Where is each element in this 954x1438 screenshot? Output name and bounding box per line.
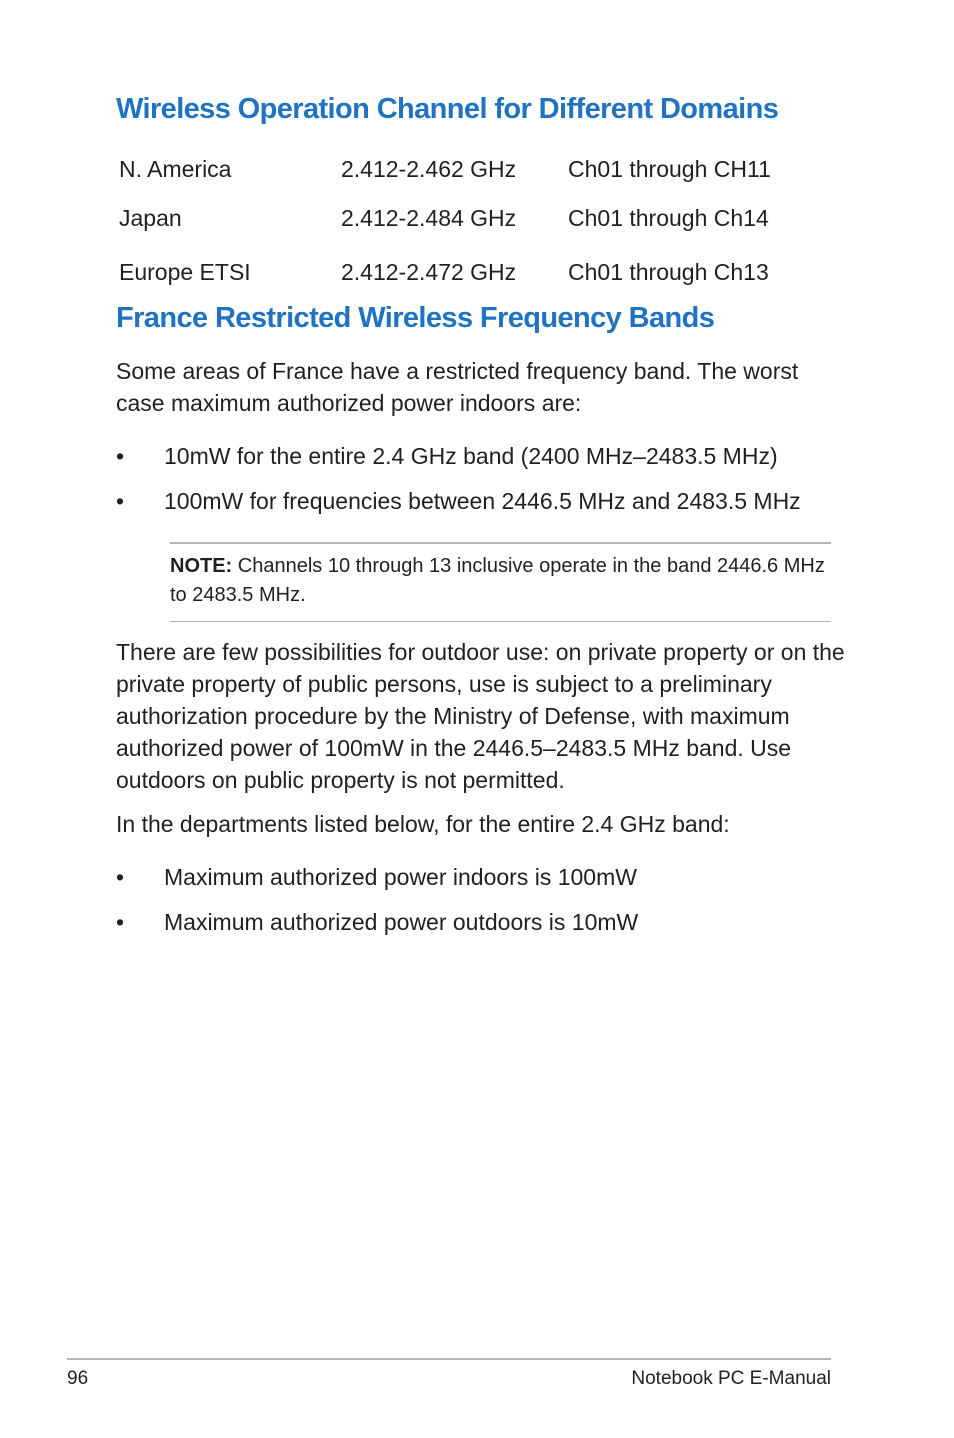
page-number: 96	[67, 1368, 89, 1389]
list-item-text: 10mW for the entire 2.4 GHz band (2400 MHz–2483.5 MHz)	[164, 443, 778, 469]
departments-paragraph: In the departments listed below, for the entire 2.4 GHz band:	[116, 811, 730, 837]
note-body: Channels 10 through 13 inclusive operate in the band 2446.6 MHz to 2483.5 MHz.	[170, 555, 825, 606]
outdoor-use-paragraph: There are few possibilities for outdoor use: on private property or on the private property of public persons, use is subject to a preliminary authorization procedure by the Ministry of Defense, with maximum authorized power of 100mW in the 2446.5–2483.5 MHz band. Use outdoors on public property is not permitted.	[116, 639, 845, 793]
footer-divider	[67, 1358, 831, 1360]
note-box	[170, 542, 831, 622]
frequency-cell: 2.412-2.462 GHz	[341, 156, 517, 182]
channels-cell: Ch01 through CH11	[568, 156, 771, 182]
section-title-wireless-channels: Wireless Operation Channel for Different Domains	[116, 93, 779, 125]
manual-title: Notebook PC E-Manual	[631, 1368, 831, 1389]
region-cell: Europe ETSI	[119, 259, 251, 285]
table-row	[119, 156, 839, 186]
table-row	[119, 259, 839, 289]
channels-cell: Ch01 through Ch13	[568, 259, 769, 285]
intro-paragraph: Some areas of France have a restricted frequency band. The worst case maximum authorized power indoors are:	[116, 358, 799, 416]
bullet-marker: •	[116, 443, 125, 469]
region-cell: Japan	[119, 205, 182, 231]
list-item-text: Maximum authorized power outdoors is 10mW	[164, 909, 639, 935]
note-text	[170, 544, 831, 610]
frequency-cell: 2.412-2.472 GHz	[341, 259, 517, 285]
channels-cell: Ch01 through Ch14	[568, 205, 769, 231]
frequency-cell: 2.412-2.484 GHz	[341, 205, 517, 231]
list-item-text: Maximum authorized power indoors is 100mW	[164, 864, 637, 890]
note-label: NOTE:	[170, 555, 233, 577]
bullet-marker: •	[116, 488, 125, 514]
list-item-text: 100mW for frequencies between 2446.5 MHz and 2483.5 MHz	[164, 488, 801, 514]
bullet-marker: •	[116, 864, 125, 890]
section-title-france-bands: France Restricted Wireless Frequency Bands	[116, 302, 715, 334]
region-cell: N. America	[119, 156, 232, 182]
table-row	[119, 205, 839, 235]
bullet-marker: •	[116, 909, 125, 935]
